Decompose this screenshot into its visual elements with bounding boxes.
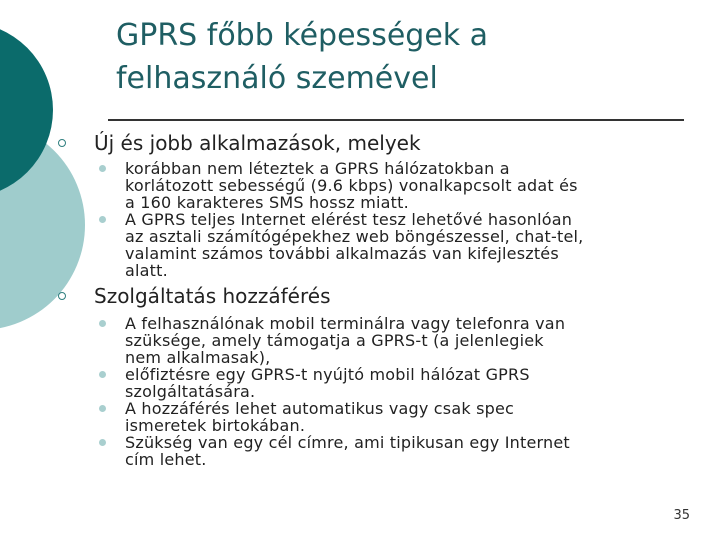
sub-bullet xyxy=(58,400,698,434)
sub-bullet-line: szolgáltatására. xyxy=(125,382,256,401)
sub-bullet-line: alatt. xyxy=(125,261,168,280)
sub-bullet xyxy=(58,211,698,279)
sub-bullet-line: A GPRS teljes Internet elérést tesz lehetővé hasonlóan xyxy=(125,210,573,229)
dot-bullet-icon xyxy=(99,165,106,172)
sub-bullet-line: nem alkalmasak), xyxy=(125,348,271,367)
bullet-text: Új és jobb alkalmazások, melyek xyxy=(94,131,421,155)
sub-bullet-line: cím lehet. xyxy=(125,450,207,469)
dot-bullet-icon xyxy=(99,405,106,412)
sub-bullet xyxy=(58,160,698,211)
sub-bullet-line: valamint számos további alkalmazás van kifejlesztés xyxy=(125,244,559,263)
ring-bullet-icon xyxy=(58,139,66,147)
page-number: 35 xyxy=(673,508,690,523)
title-underline xyxy=(108,119,684,121)
sub-bullet xyxy=(58,315,698,366)
slide-title xyxy=(116,14,676,100)
dot-bullet-icon xyxy=(99,216,106,223)
ring-bullet-icon xyxy=(58,292,66,300)
slide-title-line-2: felhasználó szemével xyxy=(116,61,438,96)
sub-bullet-line: Szükség van egy cél címre, ami tipikusan egy Internet xyxy=(125,433,570,452)
dot-bullet-icon xyxy=(99,439,106,446)
bullet-text: Szolgáltatás hozzáférés xyxy=(94,284,331,308)
bullet-new-applications xyxy=(58,130,698,156)
sub-bullet-line: korábban nem léteztek a GPRS hálózatokban a xyxy=(125,159,510,178)
sub-bullet xyxy=(58,366,698,400)
sub-bullet-line: A hozzáférés lehet automatikus vagy csak spec xyxy=(125,399,515,418)
sub-bullet-line: szüksége, amely támogatja a GPRS-t (a jelenlegiek xyxy=(125,331,544,350)
sub-bullet-line: a 160 karakteres SMS hossz miatt. xyxy=(125,193,409,212)
sub-bullet-line: A felhasználónak mobil terminálra vagy telefonra van xyxy=(125,314,566,333)
dot-bullet-icon xyxy=(99,371,106,378)
sub-bullet-line: előfiztésre egy GPRS-t nyújtó mobil hálózat GPRS xyxy=(125,365,530,384)
slide-title-line-1: GPRS főbb képességek a xyxy=(116,18,489,53)
dot-bullet-icon xyxy=(99,320,106,327)
sub-bullet-line: korlátozott sebességű (9.6 kbps) vonalkapcsolt adat és xyxy=(125,176,578,195)
bullet-service-access xyxy=(58,283,698,309)
sub-bullet xyxy=(58,434,698,468)
sub-bullet-line: ismeretek birtokában. xyxy=(125,416,306,435)
sub-bullet-line: az asztali számítógépekhez web böngészessel, chat-tel, xyxy=(125,227,584,246)
slide-content xyxy=(58,128,698,468)
